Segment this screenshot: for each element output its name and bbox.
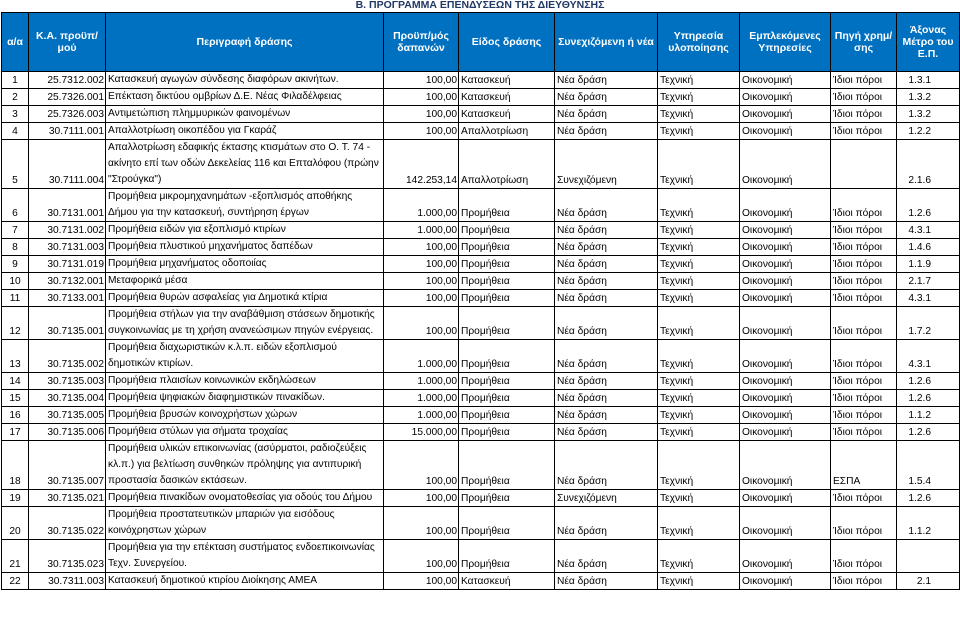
action-status: Συνεχιζόμενη (555, 140, 658, 189)
implementing-service: Τεχνική (658, 507, 740, 540)
involved-services: Οικονομική (740, 89, 831, 106)
table-row (2, 239, 960, 256)
program-axis: 1.3.2 (897, 89, 960, 106)
budget-code: 30.7135.001 (29, 307, 106, 340)
involved-services: Οικονομική (740, 424, 831, 441)
involved-services: Οικονομική (740, 106, 831, 123)
funding-source: Ίδιοι πόροι (831, 407, 897, 424)
funding-source: Ίδιοι πόροι (831, 106, 897, 123)
table-row (2, 256, 960, 273)
action-description: Προμήθεια στήλων για την αναβάθμιση στάσεων δημοτικής συγκοινωνίας με τη χρήση ανανεώσιμων πηγών ενέργειας. (106, 307, 384, 340)
budget-amount: 1.000,00 (384, 373, 459, 390)
budget-amount: 1.000,00 (384, 407, 459, 424)
funding-source: Ίδιοι πόροι (831, 290, 897, 307)
table-row (2, 490, 960, 507)
implementing-service: Τεχνική (658, 407, 740, 424)
action-description: Προμήθεια προστατευτικών μπαριών για εισόδους κοινόχρηστων χώρων (106, 507, 384, 540)
budget-code: 30.7111.001 (29, 123, 106, 140)
action-type: Κατασκευή (459, 89, 555, 106)
implementing-service: Τεχνική (658, 273, 740, 290)
implementing-service: Τεχνική (658, 441, 740, 490)
program-axis: 2.1.7 (897, 273, 960, 290)
row-number: 4 (2, 123, 29, 140)
action-type: Προμήθεια (459, 441, 555, 490)
col-header: α/α (2, 13, 29, 72)
row-number: 16 (2, 407, 29, 424)
budget-code: 30.7135.003 (29, 373, 106, 390)
budget-code: 30.7135.021 (29, 490, 106, 507)
budget-code: 30.7131.002 (29, 222, 106, 239)
program-axis: 1.3.2 (897, 106, 960, 123)
budget-amount: 100,00 (384, 106, 459, 123)
involved-services: Οικονομική (740, 490, 831, 507)
funding-source: Ίδιοι πόροι (831, 373, 897, 390)
action-type: Προμήθεια (459, 307, 555, 340)
action-description: Προμήθεια ειδών για εξοπλισμό κτιρίων (106, 222, 384, 239)
col-header: Υπηρεσία υλοποίησης (658, 13, 740, 72)
table-row (2, 340, 960, 373)
table-row (2, 140, 960, 189)
budget-code: 30.7111.004 (29, 140, 106, 189)
action-description: Προμήθεια υλικών επικοινωνίας (ασύρματοι, ραδιοζεύξεις κλ.π.) για βελτίωση συνθηκών πρόληψης για αντιπυρική προστασία δασικών εκτάσεων. (106, 441, 384, 490)
action-status: Νέα δράση (555, 373, 658, 390)
involved-services: Οικονομική (740, 507, 831, 540)
program-axis: 1.3.1 (897, 72, 960, 89)
funding-source: Ίδιοι πόροι (831, 273, 897, 290)
program-axis: 1.2.6 (897, 490, 960, 507)
table-row (2, 290, 960, 307)
budget-amount: 100,00 (384, 239, 459, 256)
action-description: Προμήθεια στύλων για σήματα τροχαίας (106, 424, 384, 441)
program-axis: 4.3.1 (897, 290, 960, 307)
action-description: Προμήθεια βρυσών κοινοχρήστων χώρων (106, 407, 384, 424)
program-axis: 4.3.1 (897, 222, 960, 239)
action-status: Νέα δράση (555, 222, 658, 239)
budget-code: 30.7132.001 (29, 273, 106, 290)
program-axis: 1.1.9 (897, 256, 960, 273)
action-type: Προμήθεια (459, 222, 555, 239)
action-type: Προμήθεια (459, 490, 555, 507)
budget-amount: 100,00 (384, 507, 459, 540)
implementing-service: Τεχνική (658, 573, 740, 590)
action-status: Συνεχιζόμενη (555, 490, 658, 507)
action-description: Προμήθεια πλαισίων κοινωνικών εκδηλώσεων (106, 373, 384, 390)
program-axis: 1.5.4 (897, 441, 960, 490)
action-description: Προμήθεια μηχανήματος οδοποιίας (106, 256, 384, 273)
action-status: Νέα δράση (555, 441, 658, 490)
involved-services: Οικονομική (740, 290, 831, 307)
implementing-service: Τεχνική (658, 189, 740, 222)
involved-services: Οικονομική (740, 140, 831, 189)
implementing-service: Τεχνική (658, 373, 740, 390)
table-row (2, 407, 960, 424)
page-title: Β. ΠΡΟΓΡΑΜΜΑ ΕΠΕΝΔΥΣΕΩΝ ΤΗΣ ΔΙΕΥΘΥΝΣΗΣ (355, 0, 605, 11)
row-number: 5 (2, 140, 29, 189)
action-type: Προμήθεια (459, 239, 555, 256)
funding-source: Ίδιοι πόροι (831, 390, 897, 407)
table-row (2, 222, 960, 239)
action-status: Νέα δράση (555, 573, 658, 590)
budget-code: 25.7326.003 (29, 106, 106, 123)
involved-services: Οικονομική (740, 307, 831, 340)
funding-source: Ίδιοι πόροι (831, 89, 897, 106)
table-row (2, 540, 960, 573)
involved-services: Οικονομική (740, 573, 831, 590)
row-number: 1 (2, 72, 29, 89)
header-row (2, 13, 960, 72)
action-status: Νέα δράση (555, 307, 658, 340)
involved-services: Οικονομική (740, 273, 831, 290)
involved-services: Οικονομική (740, 256, 831, 273)
action-status: Νέα δράση (555, 72, 658, 89)
budget-code: 30.7135.005 (29, 407, 106, 424)
funding-source: Ίδιοι πόροι (831, 222, 897, 239)
budget-amount: 100,00 (384, 573, 459, 590)
program-axis: 1.7.2 (897, 307, 960, 340)
budget-amount: 100,00 (384, 72, 459, 89)
implementing-service: Τεχνική (658, 106, 740, 123)
implementing-service: Τεχνική (658, 140, 740, 189)
action-type: Κατασκευή (459, 106, 555, 123)
row-number: 6 (2, 189, 29, 222)
program-axis: 1.2.6 (897, 424, 960, 441)
col-header: Κ.Α. προϋπ/μού (29, 13, 106, 72)
table-row (2, 390, 960, 407)
table-row (2, 72, 960, 89)
implementing-service: Τεχνική (658, 72, 740, 89)
budget-code: 30.7131.003 (29, 239, 106, 256)
table-body (2, 72, 960, 590)
involved-services: Οικονομική (740, 72, 831, 89)
budget-amount: 1.000,00 (384, 222, 459, 239)
action-type: Προμήθεια (459, 273, 555, 290)
action-description: Προμήθεια θυρών ασφαλείας για Δημοτικά κτίρια (106, 290, 384, 307)
col-header: Είδος δράσης (459, 13, 555, 72)
action-status: Νέα δράση (555, 390, 658, 407)
implementing-service: Τεχνική (658, 239, 740, 256)
action-description: Απαλλοτρίωση οικοπέδου για Γκαράζ (106, 123, 384, 140)
row-number: 3 (2, 106, 29, 123)
row-number: 9 (2, 256, 29, 273)
funding-source: Ίδιοι πόροι (831, 72, 897, 89)
action-status: Νέα δράση (555, 407, 658, 424)
row-number: 14 (2, 373, 29, 390)
involved-services: Οικονομική (740, 340, 831, 373)
action-description: Προμήθεια μικρομηχανημάτων -εξοπλισμός αποθήκης Δήμου για την κατασκευή, συντήρηση έργων (106, 189, 384, 222)
implementing-service: Τεχνική (658, 490, 740, 507)
budget-amount: 142.253,14 (384, 140, 459, 189)
involved-services: Οικονομική (740, 390, 831, 407)
table-row (2, 106, 960, 123)
funding-source: ΕΣΠΑ (831, 441, 897, 490)
action-status: Νέα δράση (555, 89, 658, 106)
table-row (2, 573, 960, 590)
funding-source: Ίδιοι πόροι (831, 307, 897, 340)
investment-table (1, 12, 960, 590)
budget-amount: 100,00 (384, 89, 459, 106)
table-row (2, 89, 960, 106)
action-type: Απαλλοτρίωση (459, 140, 555, 189)
funding-source (831, 140, 897, 189)
action-type: Προμήθεια (459, 290, 555, 307)
involved-services: Οικονομική (740, 222, 831, 239)
implementing-service: Τεχνική (658, 123, 740, 140)
budget-code: 30.7135.002 (29, 340, 106, 373)
funding-source: Ίδιοι πόροι (831, 239, 897, 256)
action-type: Προμήθεια (459, 540, 555, 573)
budget-amount: 100,00 (384, 273, 459, 290)
budget-code: 30.7131.001 (29, 189, 106, 222)
action-status: Νέα δράση (555, 340, 658, 373)
implementing-service: Τεχνική (658, 222, 740, 239)
table-row (2, 373, 960, 390)
action-status: Νέα δράση (555, 189, 658, 222)
budget-code: 30.7133.001 (29, 290, 106, 307)
program-axis: 1.1.2 (897, 507, 960, 540)
table-row (2, 189, 960, 222)
action-type: Κατασκευή (459, 573, 555, 590)
budget-code: 30.7131.019 (29, 256, 106, 273)
row-number: 10 (2, 273, 29, 290)
row-number: 7 (2, 222, 29, 239)
program-axis: 1.2.6 (897, 189, 960, 222)
row-number: 21 (2, 540, 29, 573)
program-axis: 2.1.6 (897, 140, 960, 189)
col-header: Πηγή χρημ/σης (831, 13, 897, 72)
program-axis (897, 540, 960, 573)
funding-source: Ίδιοι πόροι (831, 507, 897, 540)
implementing-service: Τεχνική (658, 424, 740, 441)
row-number: 17 (2, 424, 29, 441)
action-status: Νέα δράση (555, 256, 658, 273)
budget-amount: 1.000,00 (384, 340, 459, 373)
action-description: Κατασκευή δημοτικού κτιρίου Διοίκησης ΑΜΕΑ (106, 573, 384, 590)
action-type: Απαλλοτρίωση (459, 123, 555, 140)
program-axis: 1.1.2 (897, 407, 960, 424)
row-number: 15 (2, 390, 29, 407)
budget-code: 25.7326.001 (29, 89, 106, 106)
budget-code: 30.7135.007 (29, 441, 106, 490)
col-header: Προϋπ/μός δαπανών (384, 13, 459, 72)
action-status: Νέα δράση (555, 540, 658, 573)
row-number: 11 (2, 290, 29, 307)
program-axis: 4.3.1 (897, 340, 960, 373)
action-type: Προμήθεια (459, 373, 555, 390)
action-status: Νέα δράση (555, 424, 658, 441)
funding-source: Ίδιοι πόροι (831, 256, 897, 273)
budget-amount: 100,00 (384, 290, 459, 307)
action-type: Κατασκευή (459, 72, 555, 89)
program-axis: 1.2.6 (897, 390, 960, 407)
action-type: Προμήθεια (459, 407, 555, 424)
implementing-service: Τεχνική (658, 340, 740, 373)
implementing-service: Τεχνική (658, 89, 740, 106)
table-row (2, 273, 960, 290)
row-number: 18 (2, 441, 29, 490)
budget-amount: 100,00 (384, 490, 459, 507)
table-row (2, 507, 960, 540)
col-header: Εμπλεκόμενες Υπηρεσίες (740, 13, 831, 72)
action-status: Νέα δράση (555, 273, 658, 290)
action-description: Επέκταση δικτύου ομβρίων Δ.Ε. Νέας Φιλαδέλφειας (106, 89, 384, 106)
action-description: Απαλλοτρίωση εδαφικής έκτασης κτισμάτων στο Ο. Τ. 74 - ακίνητο επί των οδών Δεκελείας 116 και Επταλόφου (πρώην "Στρούγκα") (106, 140, 384, 189)
col-header: Συνεχιζόμενη ή νέα (555, 13, 658, 72)
table-row (2, 441, 960, 490)
row-number: 20 (2, 507, 29, 540)
involved-services: Οικονομική (740, 540, 831, 573)
funding-source: Ίδιοι πόροι (831, 490, 897, 507)
action-description: Προμήθεια ψηφιακών διαφημιστικών πινακίδων. (106, 390, 384, 407)
action-description: Προμήθεια διαχωριστικών κ.λ.π. ειδών εξοπλισμού δημοτικών κτιρίων. (106, 340, 384, 373)
budget-amount: 15.000,00 (384, 424, 459, 441)
budget-code: 30.7135.023 (29, 540, 106, 573)
action-status: Νέα δράση (555, 239, 658, 256)
implementing-service: Τεχνική (658, 290, 740, 307)
row-number: 2 (2, 89, 29, 106)
action-type: Προμήθεια (459, 390, 555, 407)
budget-amount: 100,00 (384, 307, 459, 340)
budget-amount: 1.000,00 (384, 390, 459, 407)
table-row (2, 123, 960, 140)
col-header: Περιγραφή δράσης (106, 13, 384, 72)
budget-code: 30.7135.006 (29, 424, 106, 441)
involved-services: Οικονομική (740, 123, 831, 140)
action-description: Μεταφορικά μέσα (106, 273, 384, 290)
involved-services: Οικονομική (740, 189, 831, 222)
involved-services: Οικονομική (740, 373, 831, 390)
budget-amount: 100,00 (384, 256, 459, 273)
program-axis: 1.4.6 (897, 239, 960, 256)
table-row (2, 424, 960, 441)
action-status: Νέα δράση (555, 106, 658, 123)
action-type: Προμήθεια (459, 189, 555, 222)
implementing-service: Τεχνική (658, 256, 740, 273)
funding-source: Ίδιοι πόροι (831, 540, 897, 573)
program-axis: 1.2.2 (897, 123, 960, 140)
action-description: Προμήθεια για την επέκταση συστήματος ενδοεπικοινωνίας Τεχν. Συνεργείου. (106, 540, 384, 573)
budget-code: 30.7135.022 (29, 507, 106, 540)
funding-source: Ίδιοι πόροι (831, 573, 897, 590)
action-status: Νέα δράση (555, 290, 658, 307)
program-axis: 2.1 (897, 573, 960, 590)
action-type: Προμήθεια (459, 507, 555, 540)
funding-source: Ίδιοι πόροι (831, 189, 897, 222)
implementing-service: Τεχνική (658, 390, 740, 407)
budget-amount: 100,00 (384, 540, 459, 573)
funding-source: Ίδιοι πόροι (831, 340, 897, 373)
budget-amount: 100,00 (384, 123, 459, 140)
col-header: Άξονας Μέτρο του Ε.Π. (897, 13, 960, 72)
funding-source: Ίδιοι πόροι (831, 123, 897, 140)
budget-code: 30.7135.004 (29, 390, 106, 407)
action-status: Νέα δράση (555, 123, 658, 140)
action-description: Προμήθεια πινακίδων ονοματοθεσίας για οδούς του Δήμου (106, 490, 384, 507)
implementing-service: Τεχνική (658, 307, 740, 340)
action-description: Κατασκευή αγωγών σύνδεσης διαφόρων ακινήτων. (106, 72, 384, 89)
row-number: 13 (2, 340, 29, 373)
action-type: Προμήθεια (459, 424, 555, 441)
action-type: Προμήθεια (459, 340, 555, 373)
budget-code: 25.7312.002 (29, 72, 106, 89)
row-number: 19 (2, 490, 29, 507)
row-number: 8 (2, 239, 29, 256)
row-number: 22 (2, 573, 29, 590)
action-type: Προμήθεια (459, 256, 555, 273)
budget-amount: 1.000,00 (384, 189, 459, 222)
involved-services: Οικονομική (740, 407, 831, 424)
table-row (2, 307, 960, 340)
program-axis: 1.2.6 (897, 373, 960, 390)
action-description: Αντιμετώπιση πλημμυρικών φαινομένων (106, 106, 384, 123)
funding-source: Ίδιοι πόροι (831, 424, 897, 441)
action-description: Προμήθεια πλυστικού μηχανήματος δαπέδων (106, 239, 384, 256)
action-status: Νέα δράση (555, 507, 658, 540)
budget-amount: 100,00 (384, 441, 459, 490)
implementing-service: Τεχνική (658, 540, 740, 573)
row-number: 12 (2, 307, 29, 340)
budget-code: 30.7311.003 (29, 573, 106, 590)
involved-services: Οικονομική (740, 239, 831, 256)
involved-services: Οικονομική (740, 441, 831, 490)
